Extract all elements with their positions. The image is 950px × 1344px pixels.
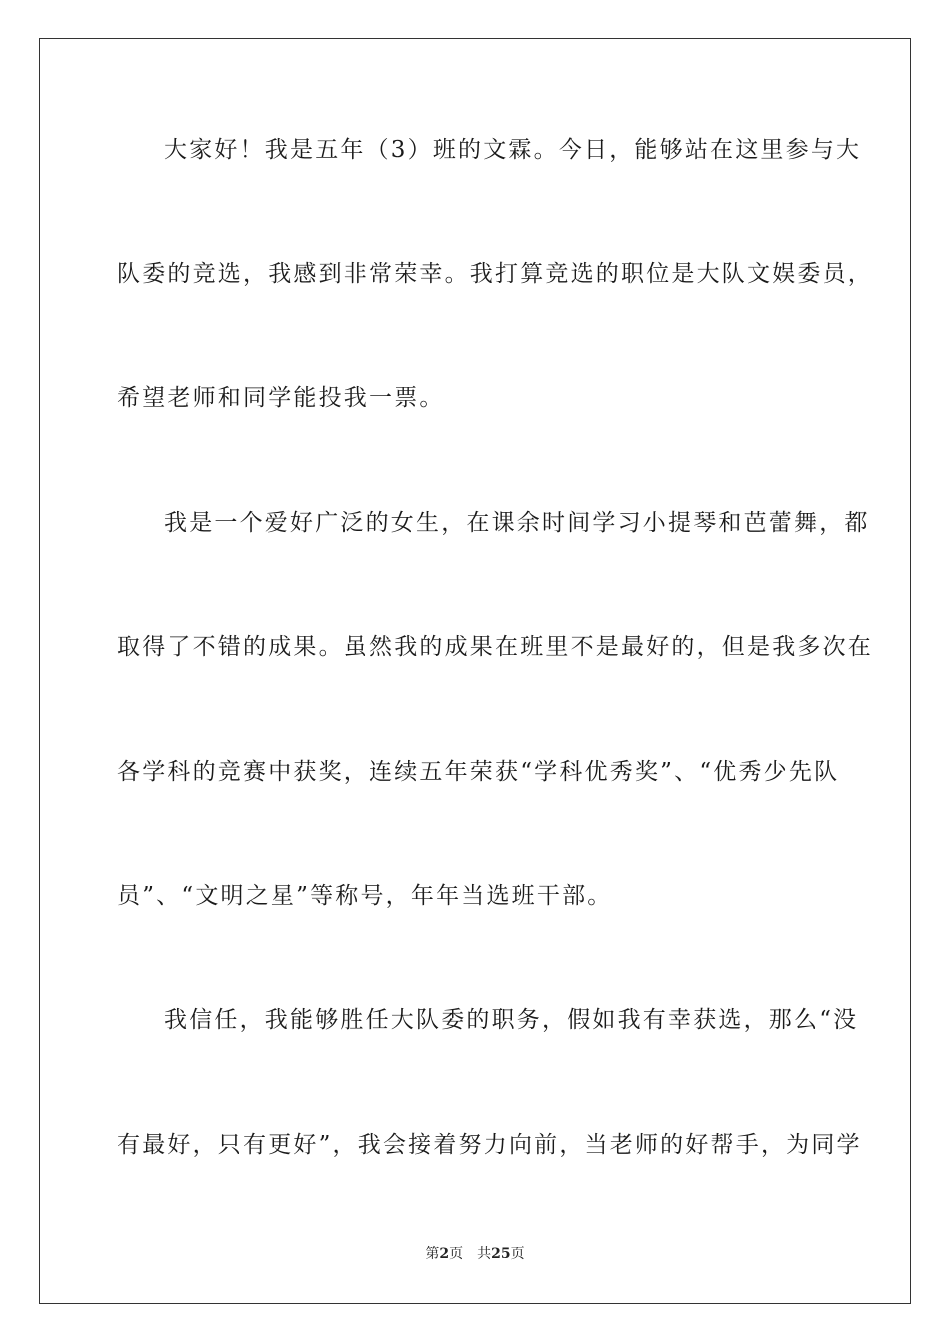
paragraph-1-line-1: 大家好！我是五年（3）班的文霖。今日，能够站在这里参与大: [164, 137, 862, 163]
total-pages: 25: [491, 1246, 511, 1262]
paragraph-1-line-2: 队委的竞选，我感到非常荣幸。我打算竞选的职位是大队文娱委员，: [117, 261, 873, 287]
paragraph-1-line-3: 希望老师和同学能投我一票。: [117, 385, 445, 411]
paragraph-2-line-1: 我是一个爱好广泛的女生，在课余时间学习小提琴和芭蕾舞，都: [164, 510, 870, 536]
paragraph-3-line-1: 我信任，我能够胜任大队委的职务，假如我有幸获选，那么“没: [164, 1007, 859, 1033]
page-prefix: 第: [425, 1246, 440, 1262]
paragraph-2-line-4: 员”、“文明之星”等称号，年年当选班干部。: [117, 883, 613, 909]
paragraph-3-line-2: 有最好，只有更好”，我会接着努力向前，当老师的好帮手，为同学: [117, 1132, 862, 1158]
total-suffix: 页: [510, 1246, 525, 1262]
total-prefix: 共: [477, 1246, 492, 1262]
page-footer: [0, 1245, 950, 1263]
page-number: 2: [439, 1246, 450, 1262]
paragraph-2-line-3: 各学科的竞赛中获奖，连续五年荣获“学科优秀奖”、“优秀少先队: [117, 759, 840, 785]
page-suffix: 页: [449, 1246, 464, 1262]
page-border: [39, 38, 911, 1304]
paragraph-2-line-2: 取得了不错的成果。虽然我的成果在班里不是最好的，但是我多次在: [117, 634, 873, 660]
